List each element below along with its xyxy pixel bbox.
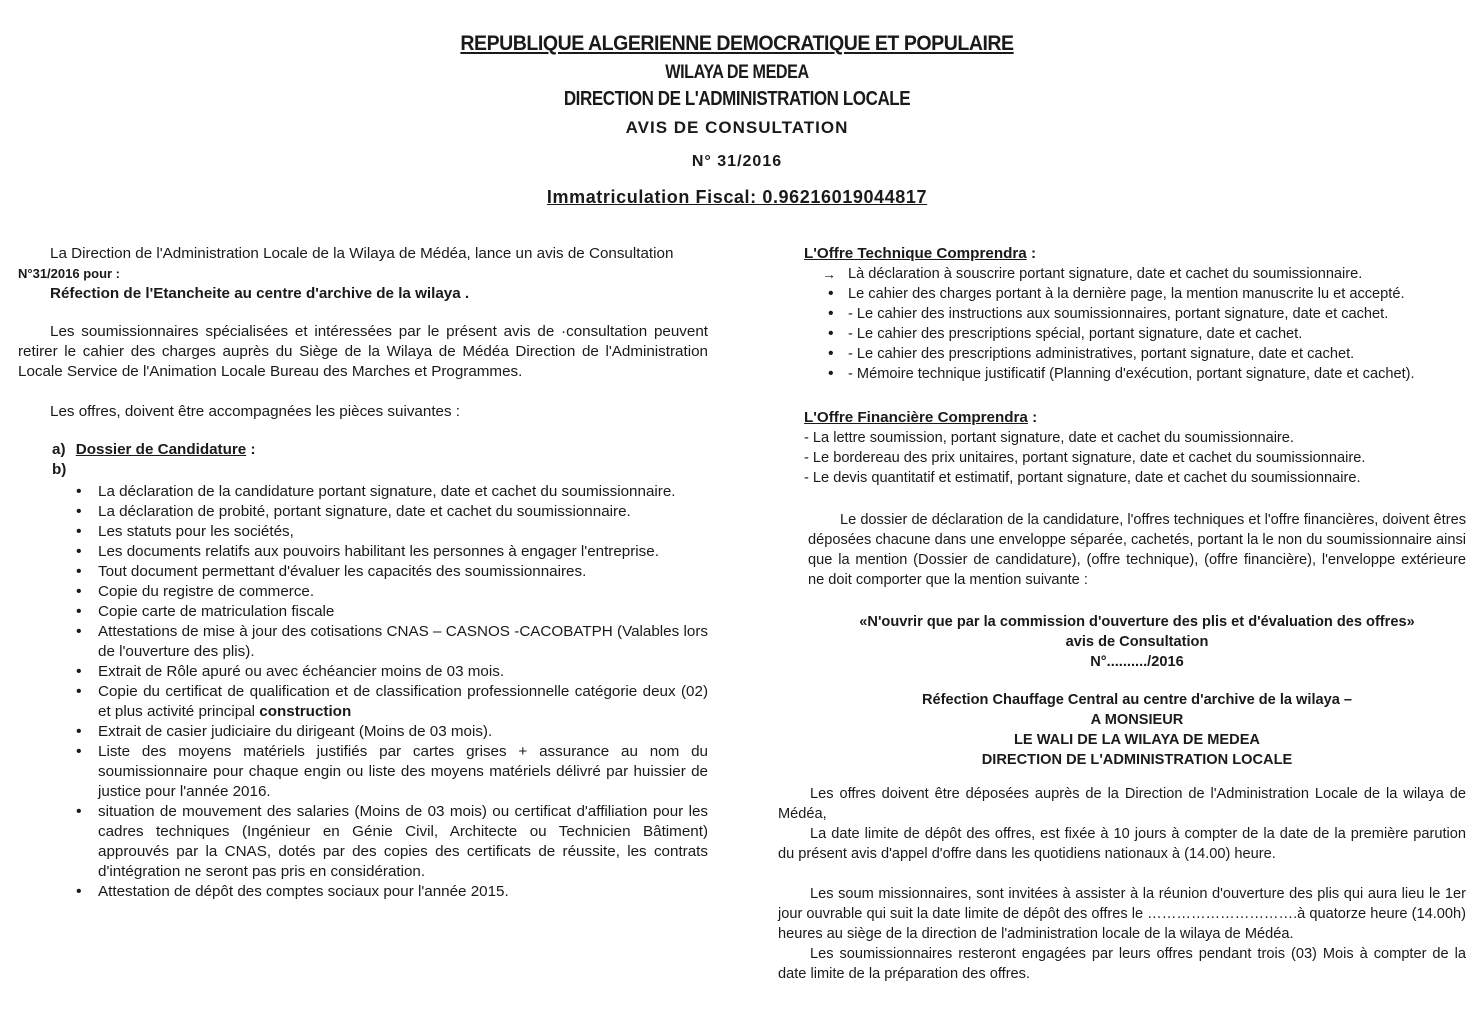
list-item — [18, 682, 708, 722]
header-numero: N° 31/2016 — [691, 153, 783, 170]
tech-title-text: L'Offre Technique Comprendra — [804, 245, 1027, 262]
list-item: • Liste des moyens matériels justifiés par cartes grises + assurance au nom du soumissionnaire pour chaque engin ou liste des moyens matériels délivré par huissier de justice pour l'année 2016. — [18, 742, 708, 802]
para-dossier: Le dossier de déclaration de la candidature, l'offres techniques et l'offre financières, doivent êtres déposées chacune dans une enveloppe séparée, cachetés, portant la le non du soumissionnaire ainsi que la mention (Dossier de candidature), (offre technique), (offre financière), l'enveloppe extérieure ne doit comporter que la mention suivante : — [808, 512, 1466, 588]
tech-list — [778, 264, 1466, 384]
para-retrait: Les soumissionnaires spécialisées et intéressées par le présent avis de ·consultation peuvent retirer le cahier des charges auprès du Siège de la Wilaya de Médéa Direction de l'Administration Locale Service de l'Animation Locale Bureau des Marches et Programmes. — [18, 323, 708, 380]
list-item: • Les documents relatifs aux pouvoirs habilitant les personnes à engager l'entreprise. — [18, 542, 708, 562]
header-avis-title: AVIS DE CONSULTATION — [625, 118, 849, 137]
fin-title-colon: : — [1027, 409, 1038, 426]
address-line-2: A MONSIEUR — [1090, 712, 1184, 728]
tech-title-colon: : — [1026, 245, 1037, 262]
header-wilaya: WILAYA DE MEDEA — [665, 62, 809, 83]
address-line-4: DIRECTION DE L'ADMINISTRATION LOCALE — [981, 752, 1293, 768]
list-item: - Le devis quantitatif et estimatif, portant signature, date et cachet du soumissionnaire. — [804, 470, 1361, 486]
item-a-colon: : — [246, 441, 256, 458]
list-item: • Les statuts pour les sociétés, — [18, 522, 708, 542]
list-item: • Extrait de Rôle apuré ou avec échéancier moins de 03 mois. — [18, 662, 708, 682]
address-line-1: Réfection Chauffage Central au centre d'archive de la wilaya – — [921, 692, 1353, 708]
header-direction: DIRECTION DE L'ADMINISTRATION LOCALE — [563, 88, 911, 110]
address-line-3: LE WALI DE LA WILAYA DE MEDEA — [1014, 732, 1260, 748]
list-item: → Là déclaration à souscrire portant signature, date et cachet du soumissionnaire. — [778, 264, 1466, 284]
intro-object — [50, 284, 708, 304]
para-date: La date limite de dépôt des offres, est fixée à 10 jours à compter de la date de la première parution du présent avis d'appel d'offre dans les quotidiens nationaux à (14.00) heure. — [778, 826, 1466, 862]
list-item-construction: construction — [259, 703, 352, 720]
mention-line-3: N°........../2016 — [1090, 654, 1184, 670]
list-item: • La déclaration de la candidature portant signature, date et cachet du soumissionnaire. — [18, 482, 708, 502]
tech-title — [804, 244, 1466, 264]
intro-line: La Direction de l'Administration Locale de la Wilaya de Médéa, lance un avis de Consultation — [50, 245, 674, 262]
list-item: • Tout document permettant d'évaluer les capacités des soumissionnaires. — [18, 562, 708, 582]
candidature-list — [18, 482, 708, 902]
list-item: • situation de mouvement des salaries (Moins de 03 mois) ou certificat d'affiliation pour les cadres techniques (Ingénieur en Génie Civil, Architecte ou Technicien Bâtiment) approuvés par la CNAS, dotés par des copies des certificats de réussite, les contrats d'intégration ne seront pas pris en considération. — [18, 802, 708, 882]
intro-number: N°31/2016 pour : — [18, 266, 121, 281]
list-item: • - Le cahier des prescriptions spécial, portant signature, date et cachet. — [778, 324, 1466, 344]
fin-title — [804, 408, 1466, 428]
fin-list — [804, 428, 1466, 488]
list-item: • Attestation de dépôt des comptes sociaux pour l'année 2015. — [18, 882, 708, 902]
list-item: • La déclaration de probité, portant signature, date et cachet du soumissionnaire. — [18, 502, 708, 522]
para-depot: Les offres doivent être déposées auprès de la Direction de l'Administration Locale de la wilaya de Médéa, — [778, 786, 1466, 822]
left-column — [18, 244, 708, 902]
para-engage: Les soumissionnaires resteront engagées par leurs offres pendant trois (03) Mois à compter de la date limite de la préparation des offres. — [778, 946, 1466, 982]
mention-line-1: «N'ouvrir que par la commission d'ouverture des plis et d'évaluation des offres» — [859, 614, 1415, 630]
header-republic: REPUBLIQUE ALGERIENNE DEMOCRATIQUE ET POPULAIRE — [460, 32, 1014, 55]
para-pieces: Les offres, doivent être accompagnées les pièces suivantes : — [50, 403, 461, 420]
intro-object-text: Réfection de l'Etancheite au centre d'archive de la wilaya — [50, 285, 461, 302]
list-item: • Copie carte de matriculation fiscale — [18, 602, 708, 622]
mention-line-2: avis de Consultation — [1065, 634, 1209, 650]
intro-object-end: . — [464, 285, 470, 302]
list-item: • - Le cahier des prescriptions administratives, portant signature, date et cachet. — [778, 344, 1466, 364]
list-item: • Attestations de mise à jour des cotisations CNAS – CASNOS -CACOBATPH (Valables lors de l'ouverture des plis). — [18, 622, 708, 662]
item-b: b) — [52, 461, 67, 478]
list-item: • Le cahier des charges portant à la dernière page, la mention manuscrite lu et accepté. — [778, 284, 1466, 304]
fin-title-text: L'Offre Financière Comprendra — [804, 409, 1028, 426]
item-a-label: Dossier de Candidature — [75, 441, 247, 458]
list-item: - Le bordereau des prix unitaires, portant signature, date et cachet du soumissionnaire. — [804, 450, 1366, 466]
item-a — [52, 440, 708, 460]
item-a-letter: a) — [52, 441, 66, 458]
list-item: • Copie du registre de commerce. — [18, 582, 708, 602]
header-immatriculation: Immatriculation Fiscal: 0.96216019044817 — [546, 187, 928, 207]
list-item: • Extrait de casier judiciaire du dirigeant (Moins de 03 mois). — [18, 722, 708, 742]
right-column — [778, 244, 1466, 984]
mention-block — [808, 612, 1466, 672]
list-item: • - Mémoire technique justificatif (Planning d'exécution, portant signature, date et cachet). — [778, 364, 1466, 384]
address-block — [808, 690, 1466, 770]
list-item: - La lettre soumission, portant signature, date et cachet du soumissionnaire. — [804, 430, 1294, 446]
list-item: • - Le cahier des instructions aux soumissionnaires, portant signature, date et cachet. — [778, 304, 1466, 324]
para-reunion: Les soum missionnaires, sont invitées à assister à la réunion d'ouverture des plis qui aura lieu le 1er jour ouvrable qui suit la date limite de dépôt des offres le ………………………….à quatorze heure (14.00h) heures au siège de la direction de l'administration locale de la wilaya de Médéa. — [778, 886, 1466, 942]
list-item-text: Copie du certificat de qualification et de classification professionnelle catégorie deux (02) et plus activité principal — [98, 683, 708, 720]
